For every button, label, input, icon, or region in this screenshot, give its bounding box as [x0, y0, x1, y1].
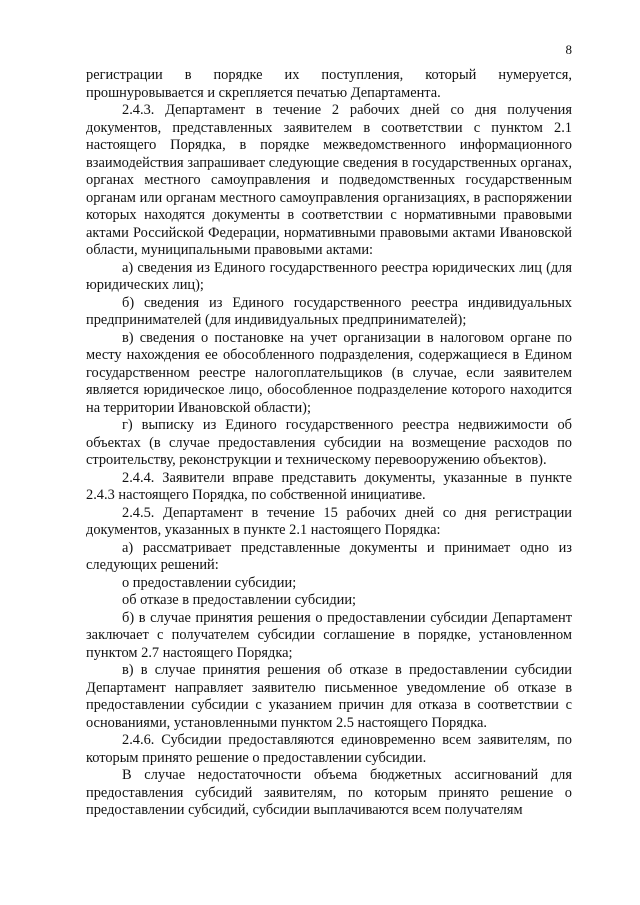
paragraph-decision-grant: о предоставлении субсидии;: [122, 574, 297, 591]
paragraph-2-4-5-v: в) в случае принятия решения об отказе в предоставлении субсидии Департамент направляет заявителю письменное уведомление об отказе в предоставлении субсидии с указанием причин для отказа в соответствии с основаниями, установленными пунктом 2.5 настоящего Порядка.: [86, 662, 572, 731]
paragraph-2-4-5: 2.4.5. Департамент в течение 15 рабочих дней со дня регистрации документов, указанных в пункте 2.1 настоящего Порядка:: [86, 504, 572, 538]
page-number: 8: [565, 42, 572, 57]
paragraph-2-4-3: 2.4.3. Департамент в течение 2 рабочих дней со дня получения документов, представленных заявителем в соответствии с пунктом 2.1 настоящего Порядка, в порядке межведомственного информационного взаимодействия запрашивает следующие сведения в государственных органах, органах местного самоуправления и подведомственных государственным органам или органам местного самоуправления организациях, в распоряжении которых находятся документы в соответствии с нормативными правовыми актами Российской Федерации, нормативными правовыми актами Ивановской области, муниципальными правовыми актами:: [86, 102, 572, 258]
paragraph-2-4-6: 2.4.6. Субсидии предоставляются единовременно всем заявителям, по которым принято решение о предоставлении субсидии.: [86, 732, 572, 766]
paragraph-item-b: б) сведения из Единого государственного реестра индивидуальных предпринимателей (для индивидуальных предпринимателей);: [86, 294, 572, 328]
paragraph-item-v: в) сведения о постановке на учет организации в налоговом органе по месту нахождения ее обособленного подразделения, содержащиеся в Едином государственном реестре налогоплательщиков (в случае, если заявителем является юридическое лицо, обособленное подразделение которого находится на территории Ивановской области);: [86, 329, 572, 416]
document-body: [86, 67, 572, 820]
paragraph-2-4-4: 2.4.4. Заявители вправе представить документы, указанные в пункте 2.4.3 настоящего Порядка, по собственной инициативе.: [86, 469, 572, 503]
paragraph-insufficiency: В случае недостаточности объема бюджетных ассигнований для предоставления субсидий заявителям, по которым принято решение о предоставлении субсидий, субсидии выплачиваются всем получателям: [86, 767, 572, 818]
paragraph-decision-refuse: об отказе в предоставлении субсидии;: [122, 592, 357, 608]
paragraph-item-g: г) выписку из Единого государственного реестра недвижимости об объектах (в случае предоставления субсидии на возмещение расходов по строительству, реконструкции и техническому перевооружению объектов).: [86, 417, 572, 468]
paragraph-continuation: регистрации в порядке их поступления, который нумеруется, прошнуровывается и скрепляется печатью Департамента.: [86, 67, 572, 101]
paragraph-2-4-5-a: а) рассматривает представленные документы и принимает одно из следующих решений:: [86, 539, 572, 573]
paragraph-2-4-5-b: б) в случае принятия решения о предоставлении субсидии Департамент заключает с получателем субсидии соглашение в порядке, установленном пунктом 2.7 настоящего Порядка;: [86, 609, 572, 661]
paragraph-item-a: а) сведения из Единого государственного реестра юридических лиц (для юридических лиц);: [86, 259, 572, 293]
